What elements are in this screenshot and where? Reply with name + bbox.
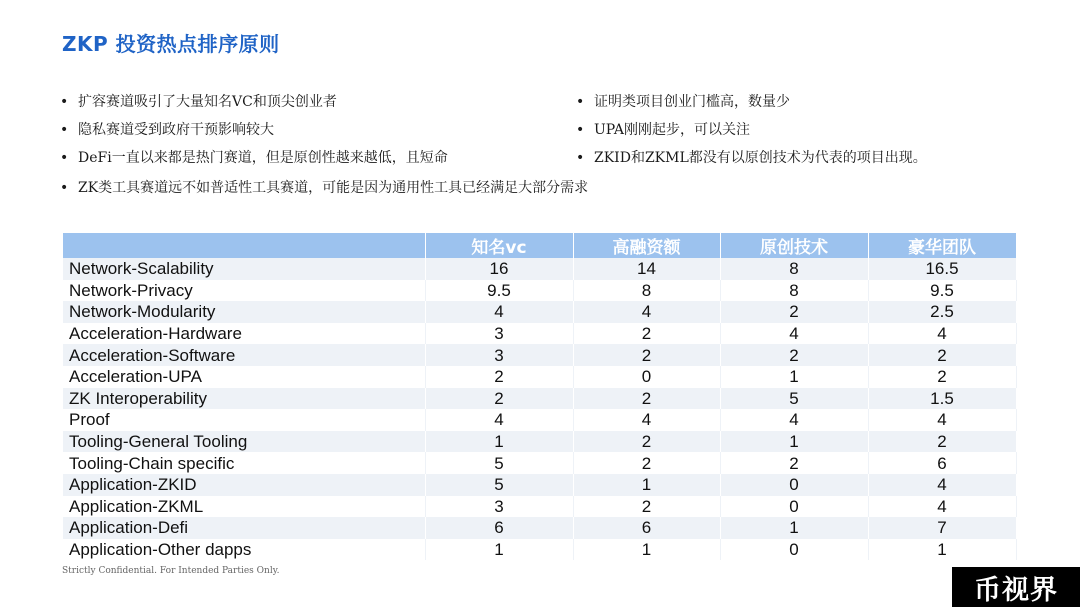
table-row <box>63 539 1016 561</box>
value-cell: 2 <box>720 301 868 323</box>
table-row <box>63 517 1016 539</box>
value-cell: 4 <box>868 409 1016 431</box>
value-cell: 6 <box>573 517 720 539</box>
value-cell: 1 <box>425 539 573 561</box>
bullet-dot: • <box>60 122 69 138</box>
value-cell: 2 <box>573 323 720 345</box>
table-row <box>63 280 1016 302</box>
table-row <box>63 366 1016 388</box>
bullet-dot: • <box>576 150 585 166</box>
bullet-text: ZK类工具赛道远不如普适性工具赛道，可能是因为通用性工具已经满足大部分需求 <box>78 180 589 196</box>
value-cell: 9.5 <box>868 280 1016 302</box>
value-cell: 6 <box>425 517 573 539</box>
table-row <box>63 258 1016 280</box>
row-label-cell: Application-Defi <box>63 517 425 539</box>
value-cell: 8 <box>720 258 868 280</box>
value-cell: 2 <box>573 431 720 453</box>
bullet-dot: • <box>60 94 69 110</box>
bullet-item <box>60 92 337 112</box>
value-cell: 16 <box>425 258 573 280</box>
row-label-cell: Network-Privacy <box>63 280 425 302</box>
bullet-item <box>60 120 274 140</box>
value-cell: 3 <box>425 496 573 518</box>
value-cell: 0 <box>573 366 720 388</box>
bullet-text: 隐私赛道受到政府干预影响较大 <box>78 122 274 138</box>
row-label-cell: Tooling-Chain specific <box>63 452 425 474</box>
column-header-luxury-team: 豪华团队 <box>868 233 1016 258</box>
value-cell: 8 <box>573 280 720 302</box>
ranking-table <box>63 233 1017 560</box>
bullet-item <box>576 120 750 140</box>
value-cell: 4 <box>425 301 573 323</box>
value-cell: 6 <box>868 452 1016 474</box>
value-cell: 5 <box>425 474 573 496</box>
row-label-cell: Application-ZKML <box>63 496 425 518</box>
table-row <box>63 431 1016 453</box>
value-cell: 2 <box>573 496 720 518</box>
value-cell: 4 <box>868 474 1016 496</box>
value-cell: 1 <box>720 431 868 453</box>
bullet-dot: • <box>576 94 585 110</box>
confidential-footer: Strictly Confidential. For Intended Parties Only. <box>62 566 280 576</box>
value-cell: 14 <box>573 258 720 280</box>
table-row <box>63 496 1016 518</box>
column-header-name <box>63 233 425 258</box>
value-cell: 0 <box>720 539 868 561</box>
bullet-text: ZKID和ZKML都没有以原创技术为代表的项目出现。 <box>594 150 927 166</box>
value-cell: 4 <box>868 323 1016 345</box>
bullet-text: DeFi一直以来都是热门赛道，但是原创性越来越低，且短命 <box>78 150 448 166</box>
row-label-cell: Application-Other dapps <box>63 539 425 561</box>
value-cell: 1 <box>573 474 720 496</box>
column-header-high-funding: 高融资额 <box>573 233 720 258</box>
row-label-cell: Network-Scalability <box>63 258 425 280</box>
value-cell: 0 <box>720 496 868 518</box>
value-cell: 2 <box>425 388 573 410</box>
value-cell: 4 <box>720 409 868 431</box>
value-cell: 2 <box>573 452 720 474</box>
bullet-text: 扩容赛道吸引了大量知名VC和顶尖创业者 <box>78 94 337 110</box>
table-header-row <box>63 233 1016 258</box>
table-row <box>63 301 1016 323</box>
row-label-cell: Network-Modularity <box>63 301 425 323</box>
bullet-dot: • <box>60 180 69 196</box>
value-cell: 1 <box>720 517 868 539</box>
table-row <box>63 452 1016 474</box>
bullet-dot: • <box>576 122 585 138</box>
value-cell: 1 <box>573 539 720 561</box>
row-label-cell: Proof <box>63 409 425 431</box>
bullet-item <box>60 178 588 198</box>
value-cell: 5 <box>425 452 573 474</box>
table-row <box>63 344 1016 366</box>
value-cell: 5 <box>720 388 868 410</box>
column-header-original-tech: 原创技术 <box>720 233 868 258</box>
table-row <box>63 388 1016 410</box>
bullet-item <box>60 148 448 168</box>
table-row <box>63 323 1016 345</box>
value-cell: 1 <box>720 366 868 388</box>
value-cell: 7 <box>868 517 1016 539</box>
bullet-text: 证明类项目创业门槛高，数量少 <box>594 94 790 110</box>
value-cell: 2 <box>573 344 720 366</box>
row-label-cell: Acceleration-Software <box>63 344 425 366</box>
value-cell: 2 <box>868 344 1016 366</box>
bullet-item <box>576 148 927 168</box>
table-row <box>63 474 1016 496</box>
value-cell: 2 <box>573 388 720 410</box>
value-cell: 9.5 <box>425 280 573 302</box>
value-cell: 2.5 <box>868 301 1016 323</box>
value-cell: 4 <box>868 496 1016 518</box>
value-cell: 3 <box>425 323 573 345</box>
value-cell: 3 <box>425 344 573 366</box>
value-cell: 1.5 <box>868 388 1016 410</box>
value-cell: 2 <box>720 452 868 474</box>
bullet-item <box>576 92 790 112</box>
value-cell: 16.5 <box>868 258 1016 280</box>
column-header-famous-vc: 知名vc <box>425 233 573 258</box>
table-row <box>63 409 1016 431</box>
value-cell: 4 <box>573 409 720 431</box>
value-cell: 2 <box>425 366 573 388</box>
value-cell: 4 <box>573 301 720 323</box>
value-cell: 1 <box>425 431 573 453</box>
value-cell: 4 <box>720 323 868 345</box>
value-cell: 2 <box>868 366 1016 388</box>
bullet-text: UPA刚刚起步，可以关注 <box>594 122 751 138</box>
value-cell: 4 <box>425 409 573 431</box>
value-cell: 2 <box>868 431 1016 453</box>
page-title: ZKP 投资热点排序原则 <box>62 32 280 56</box>
value-cell: 1 <box>868 539 1016 561</box>
value-cell: 8 <box>720 280 868 302</box>
row-label-cell: Tooling-General Tooling <box>63 431 425 453</box>
row-label-cell: ZK Interoperability <box>63 388 425 410</box>
value-cell: 2 <box>720 344 868 366</box>
bullet-dot: • <box>60 150 69 166</box>
value-cell: 0 <box>720 474 868 496</box>
row-label-cell: Application-ZKID <box>63 474 425 496</box>
watermark-logo: 币视界 <box>952 567 1080 607</box>
row-label-cell: Acceleration-UPA <box>63 366 425 388</box>
row-label-cell: Acceleration-Hardware <box>63 323 425 345</box>
